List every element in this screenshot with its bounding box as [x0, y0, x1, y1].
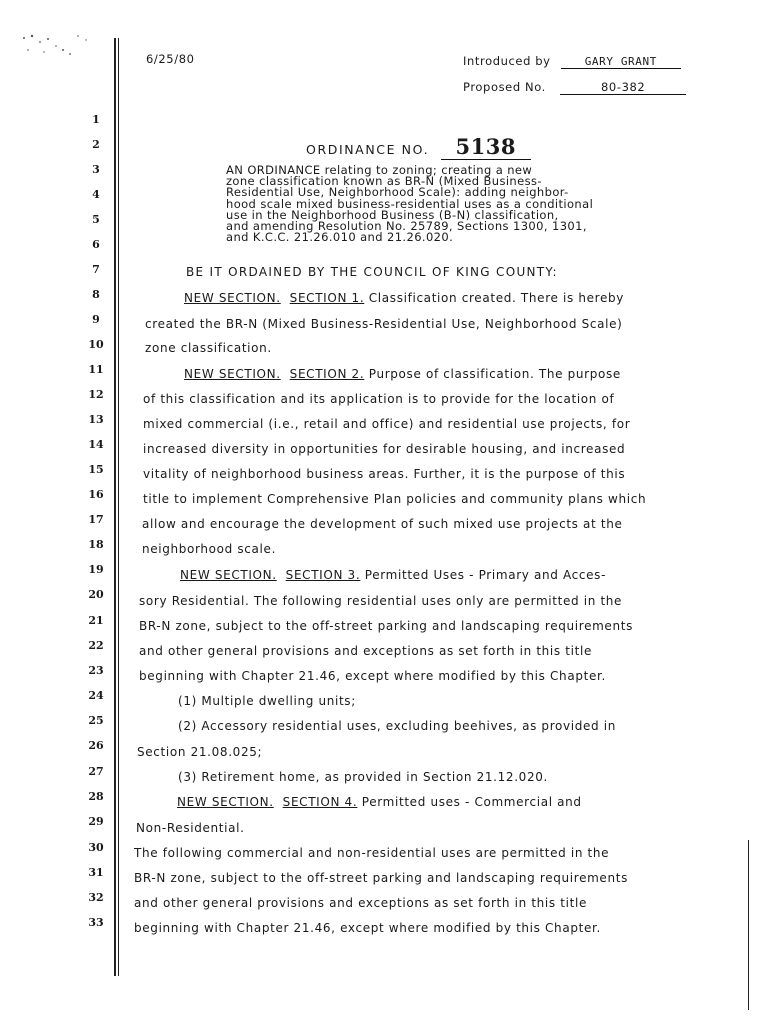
proposed-number-line	[463, 80, 686, 95]
body-line: beginning with Chapter 21.46, except where modified by this Chapter.	[139, 669, 606, 683]
body-line: BR-N zone, subject to the off-street parking and landscaping requirements	[139, 619, 633, 633]
ordinance-title	[226, 165, 696, 243]
body-line: and other general provisions and exceptions as set forth in this title	[134, 896, 587, 910]
line-number: 18	[88, 538, 104, 551]
line-number: 31	[88, 866, 104, 879]
title-line: zone classification known as BR-N (Mixed Business-	[226, 174, 542, 189]
line-number: 13	[88, 413, 104, 426]
section-4-heading	[177, 795, 582, 809]
section-heading-text: Classification created. There is hereby	[364, 291, 625, 305]
line-number: 27	[88, 765, 104, 778]
section-2-heading	[184, 367, 621, 381]
list-item: (1) Multiple dwelling units;	[178, 694, 356, 708]
line-number: 25	[88, 714, 104, 727]
line-number: 6	[92, 238, 100, 251]
body-line: beginning with Chapter 21.46, except where modified by this Chapter.	[134, 921, 601, 935]
section-heading-text: Permitted uses - Commercial and	[357, 795, 582, 809]
body-line: neighborhood scale.	[142, 542, 277, 556]
line-number: 29	[88, 815, 104, 828]
line-number: 16	[88, 488, 104, 501]
title-line: and amending Resolution No. 25789, Sections 1300, 1301,	[226, 219, 587, 234]
line-number: 1	[92, 113, 100, 126]
title-line: Residential Use, Neighborhood Scale): adding neighbor-	[226, 185, 569, 200]
body-line: and other general provisions and exceptions as set forth in this title	[139, 644, 592, 658]
line-number: 26	[88, 739, 104, 752]
line-number: 11	[88, 363, 104, 376]
proposed-no-value: 80-382	[560, 80, 686, 95]
section-number: SECTION 4.	[282, 795, 358, 809]
proposed-no-label: Proposed No.	[463, 80, 546, 94]
left-margin-rule	[114, 38, 116, 976]
line-number: 30	[88, 841, 104, 854]
line-number: 20	[88, 588, 104, 601]
right-margin-rule	[748, 840, 749, 1010]
line-number: 19	[88, 563, 104, 576]
line-number: 14	[88, 438, 104, 451]
section-heading-text: Permitted Uses - Primary and Acces-	[360, 568, 607, 582]
section-1-heading	[184, 291, 624, 305]
line-number: 7	[92, 263, 100, 276]
introduced-by-signature: GARY GRANT	[561, 55, 681, 69]
body-line: of this classification and its application is to provide for the location of	[143, 392, 615, 406]
section-3-heading	[180, 568, 606, 582]
document-date: 6/25/80	[146, 52, 195, 66]
body-line: sory Residential. The following residential uses only are permitted in the	[139, 594, 623, 608]
new-section-tag: NEW SECTION.	[180, 568, 277, 582]
body-line: created the BR-N (Mixed Business-Residential Use, Neighborhood Scale)	[145, 317, 623, 331]
left-margin-rule-inner	[118, 38, 119, 976]
new-section-tag: NEW SECTION.	[177, 795, 274, 809]
body-line: allow and encourage the development of such mixed use projects at the	[142, 517, 623, 531]
line-number: 21	[88, 614, 104, 627]
introduced-by-line	[463, 54, 681, 69]
section-number: SECTION 2.	[289, 367, 365, 381]
section-number: SECTION 1.	[289, 291, 365, 305]
body-line: increased diversity in opportunities for desirable housing, and increased	[143, 442, 626, 456]
line-number: 5	[92, 213, 100, 226]
body-line: Section 21.08.025;	[137, 745, 263, 759]
enacting-clause: BE IT ORDAINED BY THE COUNCIL OF KING COUNTY:	[186, 265, 558, 279]
line-number: 8	[92, 288, 100, 301]
body-line: mixed commercial (i.e., retail and office) and residential use projects, for	[143, 417, 631, 431]
body-line: The following commercial and non-residential uses are permitted in the	[134, 846, 610, 860]
line-number: 28	[88, 790, 104, 803]
title-line: and K.C.C. 21.26.010 and 21.26.020.	[226, 230, 454, 245]
body-line: zone classification.	[145, 341, 272, 355]
title-line: AN ORDINANCE relating to zoning; creating a new	[226, 163, 533, 177]
line-number: 4	[92, 188, 100, 201]
ordinance-heading	[306, 134, 531, 160]
body-line: title to implement Comprehensive Plan policies and community plans which	[143, 492, 647, 506]
line-number: 15	[88, 463, 104, 476]
body-line: vitality of neighborhood business areas. Further, it is the purpose of this	[143, 467, 626, 481]
introduced-by-label: Introduced by	[463, 54, 551, 68]
ordinance-label: ORDINANCE NO.	[306, 142, 430, 157]
line-number: 2	[92, 138, 100, 151]
list-item: (3) Retirement home, as provided in Section 21.12.020.	[178, 770, 548, 784]
body-line: Non-Residential.	[136, 821, 245, 835]
section-heading-text: Purpose of classification. The purpose	[364, 367, 621, 381]
line-number: 3	[92, 163, 100, 176]
line-number: 32	[88, 891, 104, 904]
ordinance-number: 5138	[441, 134, 531, 160]
line-number: 12	[88, 388, 104, 401]
line-number: 9	[92, 313, 100, 326]
line-number: 10	[88, 338, 104, 351]
title-line: hood scale mixed business-residential uses as a conditional	[226, 196, 594, 211]
body-line: BR-N zone, subject to the off-street parking and landscaping requirements	[134, 871, 628, 885]
new-section-tag: NEW SECTION.	[184, 367, 281, 381]
line-number: 23	[88, 664, 104, 677]
line-number: 24	[88, 689, 104, 702]
section-number: SECTION 3.	[285, 568, 361, 582]
scan-speckle-mark	[18, 30, 108, 70]
line-number: 33	[88, 916, 104, 929]
title-line: use in the Neighborhood Business (B-N) classification,	[226, 207, 559, 222]
list-item: (2) Accessory residential uses, excluding beehives, as provided in	[178, 719, 617, 733]
line-number: 22	[88, 639, 104, 652]
new-section-tag: NEW SECTION.	[184, 291, 281, 305]
line-number: 17	[88, 513, 104, 526]
